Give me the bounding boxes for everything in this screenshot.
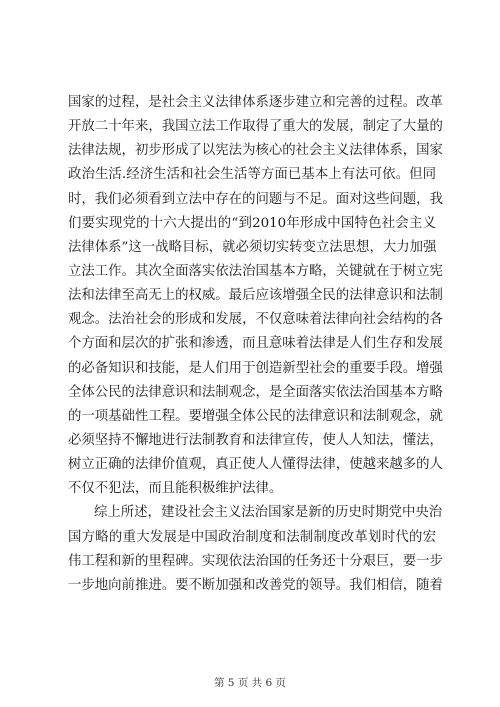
text-line: 法律法规，初步形成了以宪法为核心的社会主义法律体系，国家 <box>68 143 443 159</box>
text-line: 时，我们必须看到立法中存在的问题与不足。面对这些问题，我 <box>68 191 443 207</box>
text-line: 政治生活.经济生活和社会生活等方面已基本上有法可依。但同 <box>68 167 436 183</box>
body-text <box>68 91 443 598</box>
text-line: 立法工作。其次全面落实依法治国基本方略，关键就在于树立宪 <box>68 263 443 279</box>
text-line: 法律体系”这一战略目标，就必须切实转变立法思想，大力加强 <box>68 239 437 255</box>
text-line: 的一项基础性工程。要增强全体公民的法律意识和法制观念，就 <box>68 408 443 424</box>
page-footer <box>0 676 500 690</box>
text-line: 个方面和层次的扩张和渗透，而且意味着法律是人们生存和发展 <box>68 336 443 352</box>
paragraph-2 <box>68 501 443 598</box>
text-line: 伟工程和新的里程碑。实现依法治国的任务还十分艰巨，要一步 <box>68 553 443 569</box>
text-line: 树立正确的法律价值观，真正使人人懂得法律，使越来越多的人 <box>68 457 443 473</box>
page-number: 第 5 页 共 6 页 <box>213 677 287 689</box>
text-line: 必须坚持不懈地进行法制教育和法律宣传，使人人知法，懂法， <box>68 432 443 448</box>
text-line: 一步地向前推进。要不断加强和改善党的领导。我们相信，随着 <box>68 577 443 593</box>
paragraph-1 <box>68 91 443 501</box>
text-line: 法和法律至高无上的权威。最后应该增强全民的法律意识和法制 <box>68 288 443 304</box>
text-line: 们要实现党的十六大提出的“到2010年形成中国特色社会主义 <box>68 215 436 231</box>
text-line: 全体公民的法律意识和法制观念，是全面落实依法治国基本方略 <box>68 384 443 400</box>
text-line: 国方略的重大发展是中国政治制度和法制制度改革划时代的宏 <box>68 529 436 545</box>
text-line: 国家的过程，是社会主义法律体系逐步建立和完善的过程。改革 <box>68 95 443 110</box>
text-line: 观念。法治社会的形成和发展，不仅意味着法律向社会结构的各 <box>68 312 443 328</box>
text-line: 的必备知识和技能，是人们用于创造新型社会的重要手段。增强 <box>68 360 443 376</box>
text-line: 开放二十年来，我国立法工作取得了重大的发展，制定了大量的 <box>68 119 443 135</box>
text-line: 不仅不犯法，而且能积极维护法律。 <box>68 481 283 497</box>
text-line: 综上所述，建设社会主义法治国家是新的历史时期党中央治 <box>94 505 443 521</box>
